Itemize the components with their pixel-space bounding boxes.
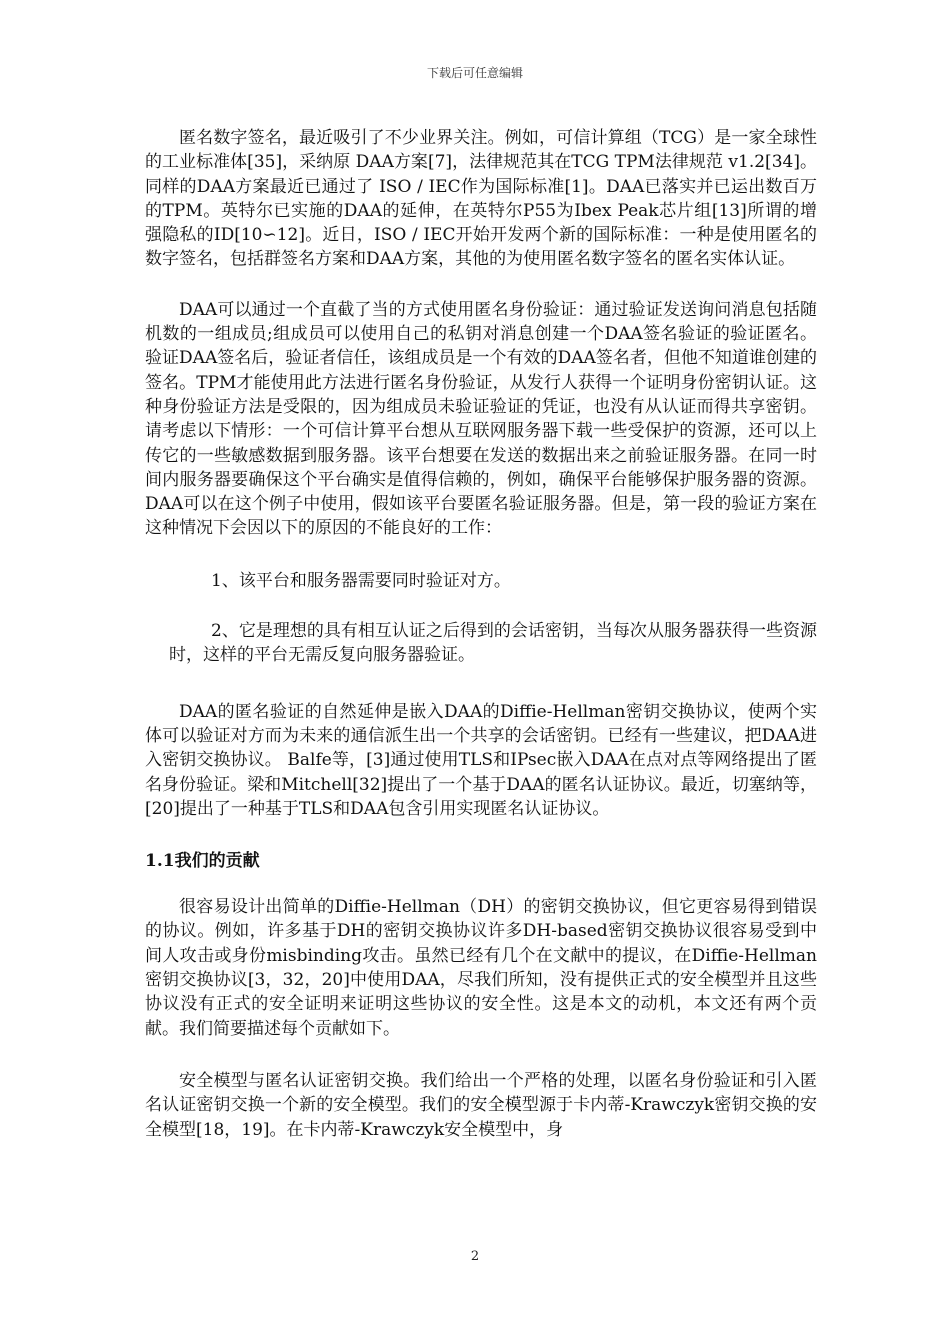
paragraph-anonymous-signatures: 匿名数字签名，最近吸引了不少业界关注。例如，可信计算组（TCG）是一家全球性的工业标准体[35]，采纳原 DAA方案[7]，法律规范其在TCG TPM法律规范 v1.2[34]。同样的DAA方案最近已通过了 ISO / IEC作为国际标准[1]。DAA已落实并已运出数百万的TPM。英特尔已实施的DAA的延伸，在英特尔P55为Ibex Peak芯片组[13]所谓的增强隐私的ID[10∽12]。近日，ISO / IEC开始开发两个新的国际标准：一种是使用匿名的数字签名，包括群签名方案和DAA方案，其他的为使用匿名数字签名的匿名实体认证。 <box>145 128 817 270</box>
paragraph-key-exchange-extension: DAA的匿名验证的自然延伸是嵌入DAA的Diffie-Hellman密钥交换协议，使两个实体可以验证对方而为未来的通信派生出一个共享的会话密钥。已经有一些建议，把DAA进入密钥交换协议。 Balfe等，[3]通过使用TLS和IPsec嵌入DAA在点对点等网络提出了匿名身份验证。梁和Mitchell[32]提出了一个基于DAA的匿名认证协议。最近，切塞纳等，[20]提出了一种基于TLS和DAA包含引用实现匿名认证协议。 <box>145 701 817 819</box>
document-body <box>145 126 817 1142</box>
section-heading-contributions: 1.1我们的贡献 <box>145 851 260 872</box>
page-number: 2 <box>470 1249 480 1264</box>
paragraph-security-model: 安全模型与匿名认证密钥交换。我们给出一个严格的处理，以匿名身份验证和引入匿名认证密钥交换一个新的安全模型。我们的安全模型源于卡内蒂-Krawczyk密钥交换的安全模型[18，19]。在卡内蒂-Krawczyk安全模型中，身 <box>145 1070 817 1140</box>
list-item-session-key: 2、它是理想的具有相互认证之后得到的会话密钥，当每次从服务器获得一些资源时，这样的平台无需反复向服务器验证。 <box>169 621 817 666</box>
page-header: 下载后可任意编辑 <box>426 66 523 80</box>
paragraph-daa-authentication: DAA可以通过一个直截了当的方式使用匿名身份验证：通过验证发送询问消息包括随机数的一组成员;组成员可以使用自己的私钥对消息创建一个DAA签名验证的验证匿名。验证DAA签名后，验证者信任，该组成员是一个有效的DAA签名者，但他不知道谁创建的签名。TPM才能使用此方法进行匿名身份验证，从发行人获得一个证明身份密钥认证。这种身份验证方法是受限的，因为组成员未验证验证的凭证，也没有从认证而得共享密钥。请考虑以下情形：一个可信计算平台想从互联网服务器下载一些受保护的资源，还可以上传它的一些敏感数据到服务器。该平台想要在发送的数据出来之前验证服务器。在同一时间内服务器要确保这个平台确实是值得信赖的，例如，确保平台能够保护服务器的资源。DAA可以在这个例子中使用，假如该平台要匿名验证服务器。但是，第一段的验证方案在这种情况下会因以下的原因的不能良好的工作： <box>145 299 817 539</box>
paragraph-motivation: 很容易设计出简单的Diffie-Hellman（DH）的密钥交换协议，但它更容易得到错误的协议。例如，许多基于DH的密钥交换协议许多DH-based密钥交换协议很容易受到中间人攻击或身份misbinding攻击。虽然已经有几个在文献中的提议，在Diffie-Hellman密钥交换协议[3，32，20]中使用DAA，尽我们所知，没有提供正式的安全模型并且这些协议没有正式的安全证明来证明这些协议的安全性。这是本文的动机，本文还有两个贡献。我们简要描述每个贡献如下。 <box>145 897 817 1039</box>
list-item-mutual-auth: 1、该平台和服务器需要同时验证对方。 <box>211 570 511 591</box>
